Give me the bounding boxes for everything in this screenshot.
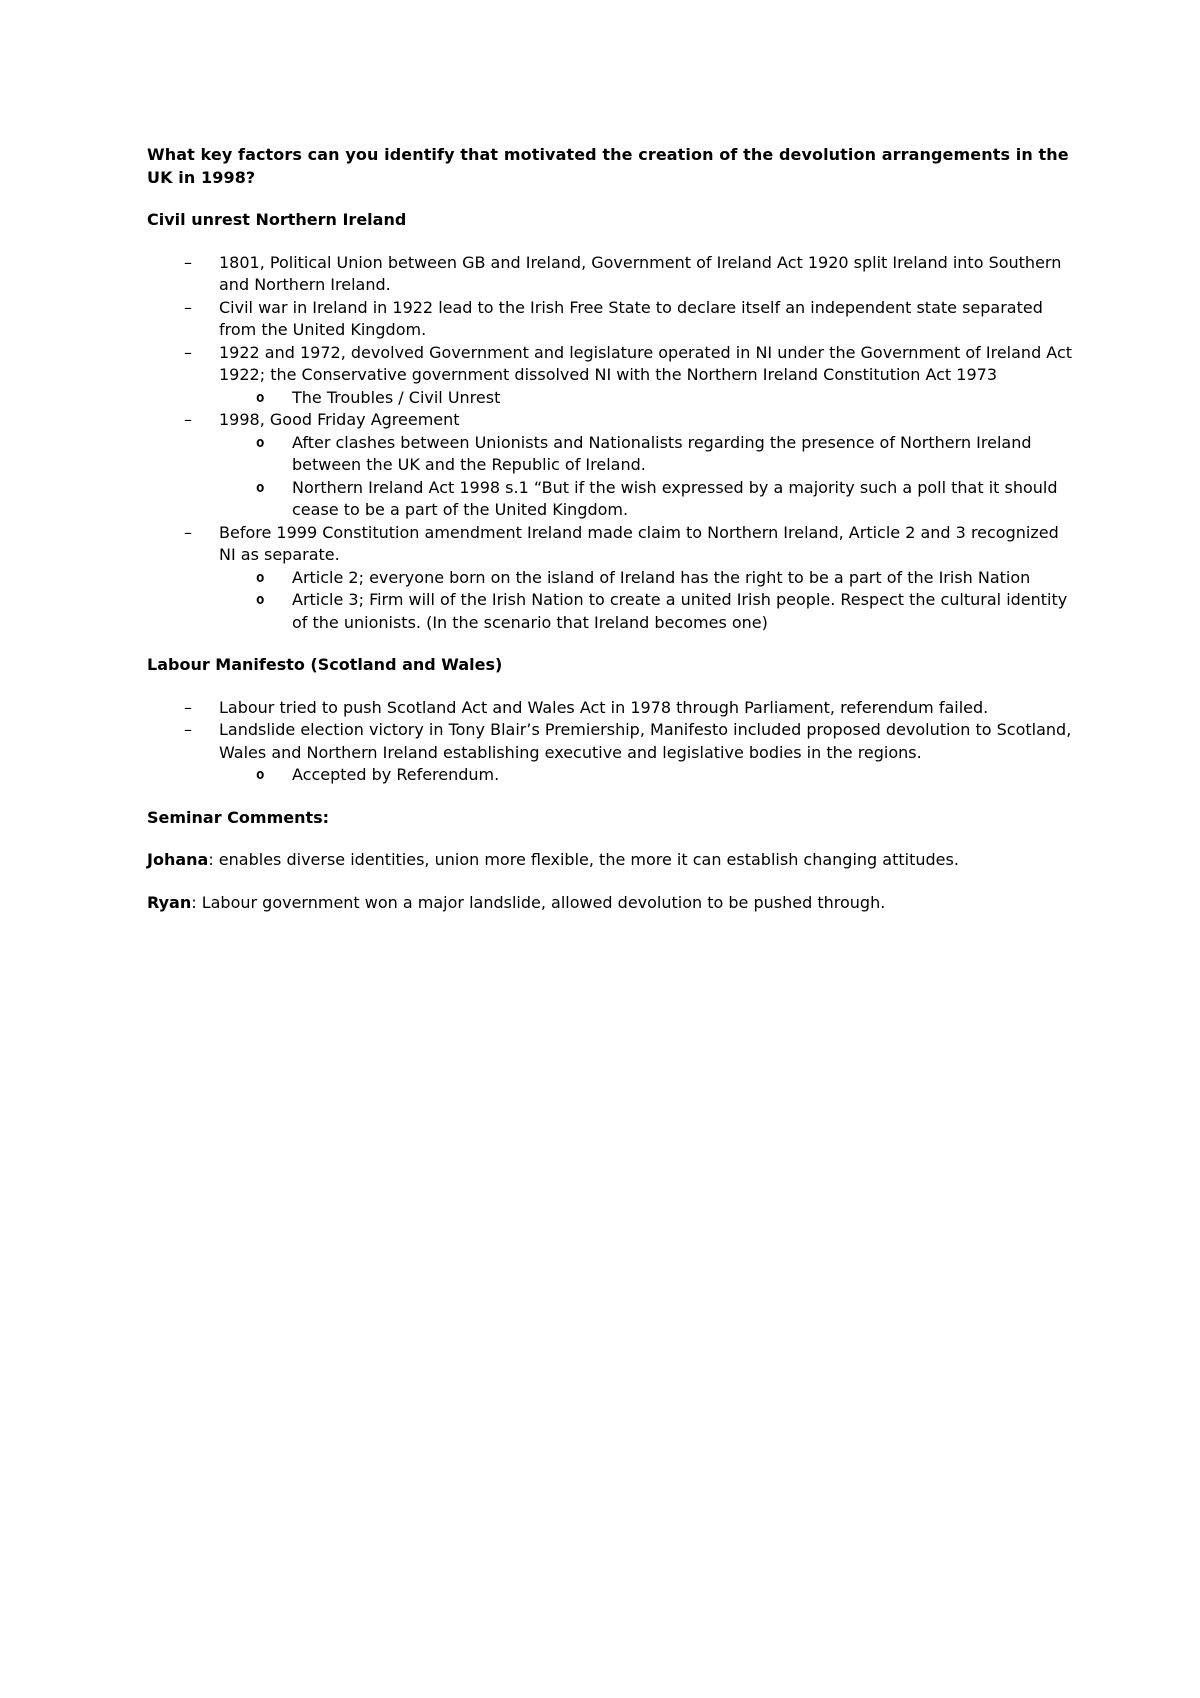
list-item-text: Before 1999 Constitution amendment Ireland made claim to Northern Ireland, Article 2 and 3 recognized NI as separate. bbox=[219, 522, 1059, 564]
dash-bullet-icon: – bbox=[184, 252, 192, 272]
bullet-list bbox=[147, 252, 1077, 635]
sub-list-item-text: After clashes between Unionists and Nationalists regarding the presence of Northern Ireland between the UK and the Republic of Ireland. bbox=[292, 432, 1032, 474]
sub-list-item-text: Article 3; Firm will of the Irish Nation to create a united Irish people. Respect the cultural identity of the unionists. (In the scenario that Ireland becomes one) bbox=[292, 590, 1068, 632]
sub-bullet-list bbox=[219, 764, 1077, 787]
list-item-text: Civil war in Ireland in 1922 lead to the Irish Free State to declare itself an independent state separated from the United Kingdom. bbox=[219, 297, 1043, 339]
list-item bbox=[147, 252, 1077, 297]
sub-bullet-list bbox=[219, 387, 1077, 410]
list-item-text: 1998, Good Friday Agreement bbox=[219, 410, 460, 429]
circle-bullet-icon: o bbox=[256, 389, 265, 406]
seminar-comment bbox=[147, 892, 1077, 915]
circle-bullet-icon: o bbox=[256, 434, 265, 451]
comment-text: : enables diverse identities, union more flexible, the more it can establish changing attitudes. bbox=[208, 850, 959, 869]
sub-bullet-list bbox=[219, 567, 1077, 635]
question-title: What key factors can you identify that motivated the creation of the devolution arrangements in the UK in 1998? bbox=[147, 145, 1069, 187]
section-heading: Labour Manifesto (Scotland and Wales) bbox=[147, 655, 503, 674]
list-item-text: 1801, Political Union between GB and Ireland, Government of Ireland Act 1920 split Ireland into Southern and Northern Ireland. bbox=[219, 252, 1062, 294]
list-item bbox=[147, 342, 1077, 410]
section-heading: Civil unrest Northern Ireland bbox=[147, 210, 407, 229]
document-page bbox=[147, 144, 1077, 914]
circle-bullet-icon: o bbox=[256, 592, 265, 608]
commenter-name: Ryan bbox=[147, 892, 192, 912]
dash-bullet-icon: – bbox=[184, 522, 192, 542]
seminar-comments bbox=[147, 849, 1077, 914]
circle-bullet-icon: o bbox=[256, 767, 265, 783]
list-item bbox=[147, 409, 1077, 522]
dash-bullet-icon: – bbox=[184, 720, 192, 739]
sub-list-item-text: Northern Ireland Act 1998 s.1 “But if the wish expressed by a majority such a poll that it should cease to be a part of the United Kingdom. bbox=[292, 477, 1058, 519]
seminar-heading: Seminar Comments: bbox=[147, 807, 330, 827]
circle-bullet-icon: o bbox=[256, 479, 265, 496]
list-item bbox=[147, 697, 1077, 720]
sub-list-item bbox=[219, 589, 1077, 634]
sub-list-item bbox=[219, 477, 1077, 522]
sub-list-item bbox=[219, 387, 1077, 410]
sub-list-item bbox=[219, 764, 1077, 787]
circle-bullet-icon: o bbox=[256, 569, 265, 586]
sub-list-item-text: Accepted by Referendum. bbox=[292, 765, 500, 784]
sub-list-item bbox=[219, 567, 1077, 590]
sub-list-item-text: The Troubles / Civil Unrest bbox=[292, 387, 501, 407]
list-item-text: Labour tried to push Scotland Act and Wales Act in 1978 through Parliament, referendum failed. bbox=[219, 697, 989, 717]
dash-bullet-icon: – bbox=[184, 342, 192, 362]
sections bbox=[147, 209, 1077, 787]
seminar-comment bbox=[147, 849, 1077, 872]
comment-text: : Labour government won a major landslide, allowed devolution to be pushed through. bbox=[191, 892, 886, 912]
sub-list-item bbox=[219, 432, 1077, 477]
list-item bbox=[147, 719, 1077, 787]
dash-bullet-icon: – bbox=[184, 697, 192, 717]
dash-bullet-icon: – bbox=[184, 410, 192, 429]
list-item-text: 1922 and 1972, devolved Government and legislature operated in NI under the Government of Ireland Act 1922; the Conservative government dissolved NI with the Northern Ireland Constitution Act 1973 bbox=[219, 342, 1073, 384]
bullet-list bbox=[147, 697, 1077, 787]
dash-bullet-icon: – bbox=[184, 297, 192, 317]
sub-list-item-text: Article 2; everyone born on the island of Ireland has the right to be a part of the Irish Nation bbox=[292, 567, 1031, 587]
list-item bbox=[147, 522, 1077, 635]
list-item bbox=[147, 297, 1077, 342]
commenter-name: Johana bbox=[147, 850, 209, 869]
list-item-text: Landslide election victory in Tony Blair’s Premiership, Manifesto included proposed devolution to Scotland, Wales and Northern Ireland establishing executive and legislative bodies in the regions. bbox=[219, 720, 1072, 762]
sub-bullet-list bbox=[219, 432, 1077, 522]
